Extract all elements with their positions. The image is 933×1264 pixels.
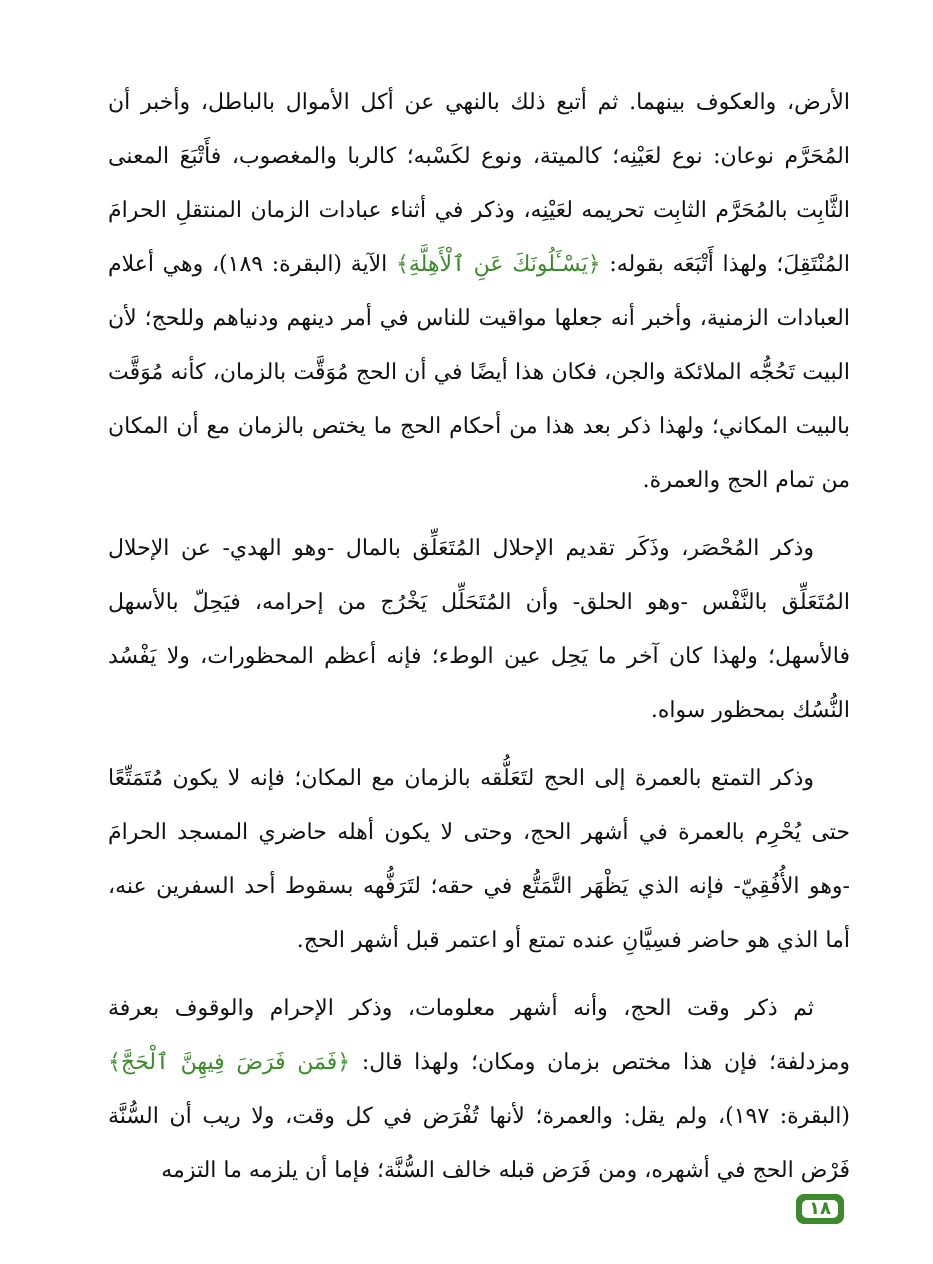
verse-open-bracket: ﴿ [587, 252, 601, 277]
quran-verse: يَسْـَٔلُونَكَ عَنِ ٱلْأَهِلَّةِ [408, 252, 588, 277]
paragraph-text: الأرض، والعكوف بينهما. ثم أتبع ذلك بالنهي عن أكل الأموال بالباطل، وأخبر أن المُحَرَّم نوعان: نوع لعَيْنِه؛ كالميتة، ونوع لكَسْبه؛ كالربا والمغصوب، فأَتْبَعَ المعنى الثَّابِت بالمُحَرَّم الثابِت تحريمه لعَيْنِه، وذكر في أثناء عبادات الزمان المنتقلِ الحرامَ المُنْتَقِلَ؛ ولهذا أَتْبَعَه بقوله: [108, 90, 850, 277]
paragraph-text: (البقرة: ١٩٧)، ولم يقل: والعمرة؛ لأنها تُفْرَض في كل وقت، ولا ريب أن السُّنَّة فَرْض الحج في أشهره، ومن فَرَض قبله خالف السُّنَّة؛ فإما أن يلزمه ما التزمه [108, 1104, 850, 1183]
paragraph-text: ثم ذكر وقت الحج، وأنه أشهر معلومات، وذكر الإحرام والوقوف بعرفة ومزدلفة؛ فإن هذا مختص بزمان ومكان؛ ولهذا قال: [108, 996, 850, 1075]
paragraph-2 [108, 522, 850, 738]
verse-close-bracket: ﴾ [108, 1050, 121, 1075]
verse-open-bracket: ﴿ [337, 1050, 351, 1075]
paragraph-text: وذكر المُحْصَر، وذَكَر تقديم الإحلال المُتَعَلِّق بالمال -وهو الهدي- عن الإحلال المُتَعَلِّق بالنَّفْس -وهو الحلق- وأن المُتَحَلِّل يَخْرُج من إحرامه، فيَحِلّ بالأسهل فالأسهل؛ ولهذا كان آخر ما يَحِل عين الوطء؛ فإنه أعظم المحظورات، ولا يَفْسُد النُّسُك بمحظور سواه. [108, 536, 850, 723]
page-number: ١٨ [802, 1200, 838, 1218]
paragraph-text: وذكر التمتع بالعمرة إلى الحج لتَعَلُّقه بالزمان مع المكان؛ فإنه لا يكون مُتَمَتِّعًا حتى يُحْرِم بالعمرة في أشهر الحج، وحتى لا يكون أهله حاضري المسجد الحرامَ -وهو الأُفُقِيّ- فإنه الذي يَظْهَر التَّمَتُّع في حقه؛ لتَرَفُّهه بسقوط أحد السفرين عنه، أما الذي هو حاضر فسِيَّانِ عنده تمتع أو اعتمر قبل أشهر الحج. [108, 766, 850, 953]
page-body [108, 76, 850, 1212]
paragraph-4 [108, 982, 850, 1198]
page-number-badge [796, 1194, 844, 1224]
quran-verse: فَمَن فَرَضَ فِيهِنَّ ٱلْحَجَّ [120, 1050, 338, 1075]
verse-close-bracket: ﴾ [395, 252, 409, 277]
paragraph-text: الآية (البقرة: ١٨٩)، وهي أعلام العبادات الزمنية، وأخبر أنه جعلها مواقيت للناس في أمر دينهم ودنياهم وللحج؛ لأن البيت تَحُجُّه الملائكة والجن، فكان هذا أيضًا في أن الحج مُوَقَّت بالزمان، كأنه مُوَقَّت بالبيت المكاني؛ ولهذا ذكر بعد هذا من أحكام الحج ما يختص بالزمان مع أن المكان من تمام الحج والعمرة. [108, 252, 850, 493]
paragraph-1 [108, 76, 850, 508]
paragraph-3 [108, 752, 850, 968]
